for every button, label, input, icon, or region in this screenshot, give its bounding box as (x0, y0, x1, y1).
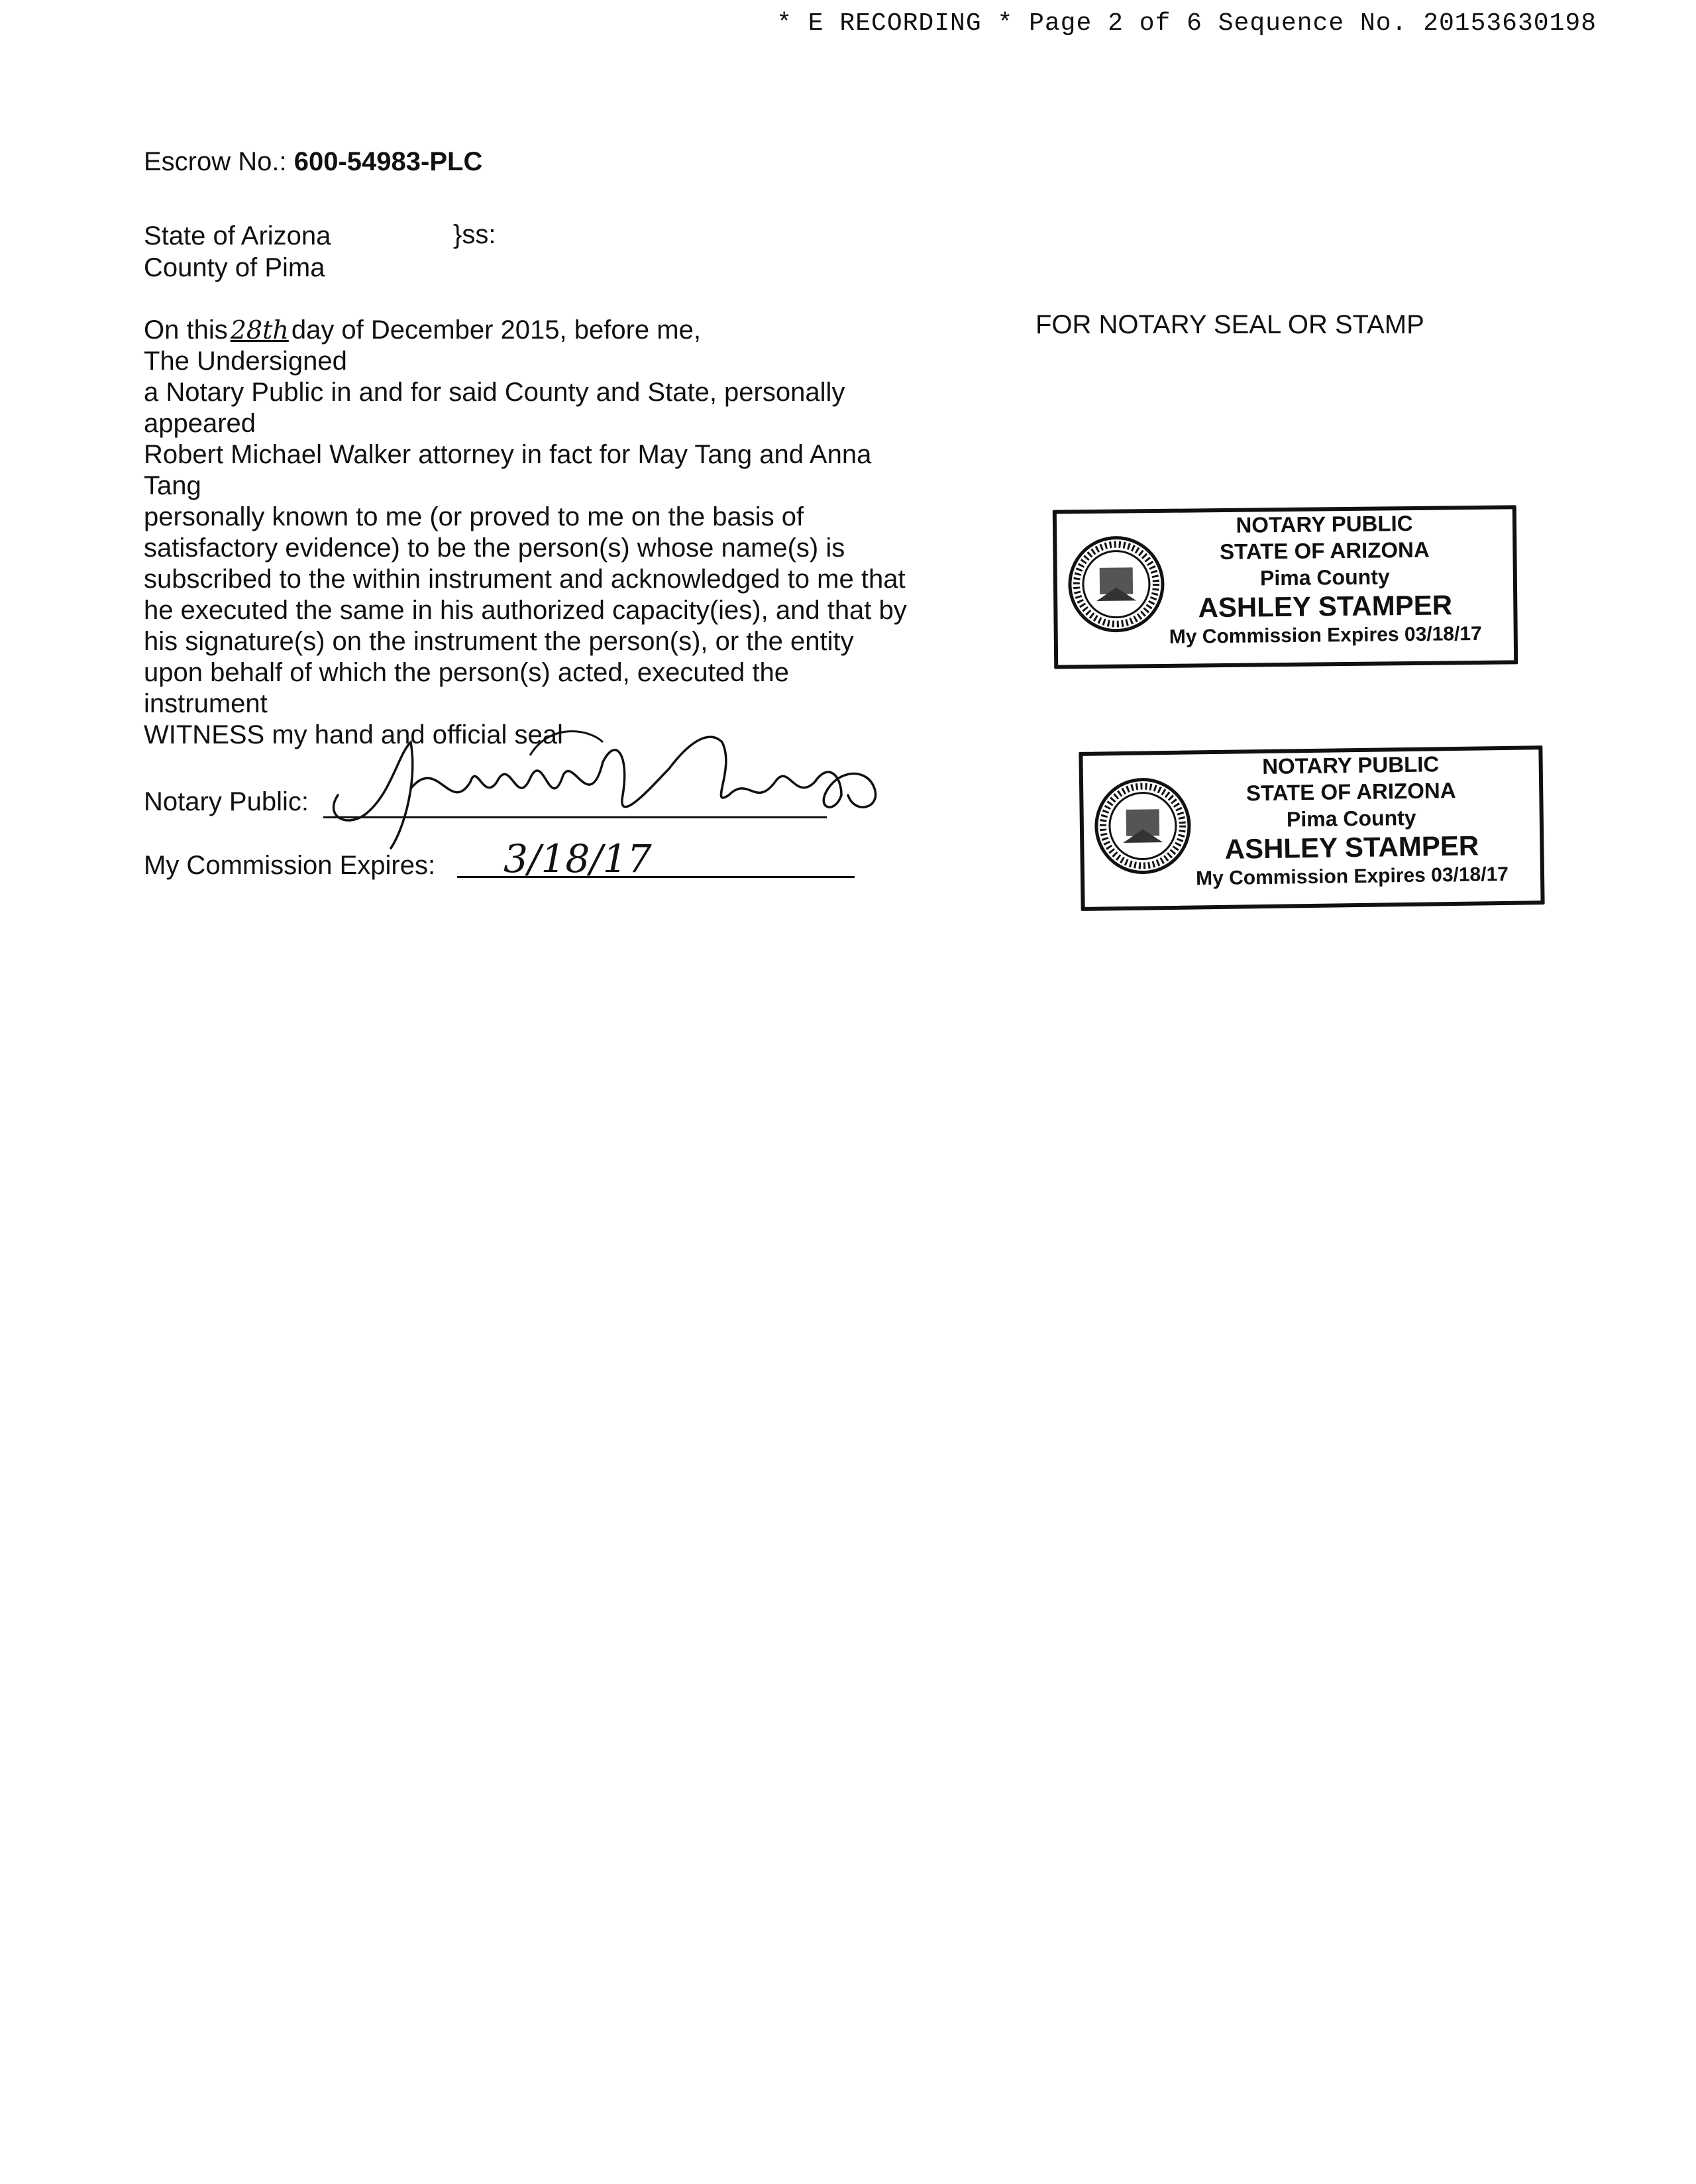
stamp-title: NOTARY PUBLIC (1236, 510, 1413, 537)
venue-ss: }ss: (453, 220, 496, 249)
on-this-text: On this (144, 315, 228, 345)
stamp-county: Pima County (1259, 565, 1390, 590)
escrow-line (144, 146, 482, 178)
acknowledgment-date-line (144, 314, 701, 346)
day-rest-text: day of December 2015, before me, (291, 315, 701, 345)
arizona-seal-icon (1066, 534, 1167, 635)
body-line: his signature(s) on the instrument the person(s), or the entity (144, 627, 854, 656)
venue-state: State of Arizona (144, 221, 331, 250)
venue-county: County of Pima (144, 253, 325, 282)
notary-public-label: Notary Public: (144, 787, 309, 816)
stamp-name: ASHLEY STAMPER (1198, 589, 1453, 624)
stamp-state: STATE OF ARIZONA (1219, 537, 1430, 565)
arizona-seal-icon (1092, 776, 1193, 877)
body-line: The Undersigned (144, 347, 347, 376)
body-line: Robert Michael Walker attorney in fact for May Tang and Anna (144, 440, 872, 469)
body-line: Tang (144, 471, 201, 500)
stamp-state: STATE OF ARIZONA (1246, 777, 1456, 806)
body-line: instrument (144, 689, 268, 718)
notary-signature-image (311, 716, 894, 855)
notary-stamp (1079, 745, 1544, 911)
seal-area-label: FOR NOTARY SEAL OR STAMP (1035, 310, 1424, 339)
body-line: a Notary Public in and for said County and State, personally (144, 378, 845, 407)
stamp-expires: My Commission Expires 03/18/17 (1195, 863, 1509, 890)
stamp-title: NOTARY PUBLIC (1261, 751, 1440, 779)
stamp-county: Pima County (1286, 805, 1416, 832)
stamp-name: ASHLEY STAMPER (1224, 830, 1479, 865)
body-line: subscribed to the within instrument and acknowledged to me that (144, 565, 906, 594)
stamp-expires: My Commission Expires 03/18/17 (1169, 622, 1482, 648)
body-line: appeared (144, 409, 256, 438)
escrow-label: Escrow No.: (144, 147, 287, 176)
body-line: satisfactory evidence) to be the person(s) whose name(s) is (144, 533, 845, 563)
recording-header: * E RECORDING * Page 2 of 6 Sequence No. 20153630198 (776, 9, 1597, 38)
body-line: WITNESS my hand and official seal (144, 720, 563, 749)
body-line: personally known to me (or proved to me on the basis of (144, 502, 804, 531)
acknowledgment-body (144, 346, 965, 751)
commission-label: My Commission Expires: (144, 851, 436, 880)
body-line: he executed the same in his authorized capacity(ies), and that by (144, 596, 907, 625)
body-line: upon behalf of which the person(s) acted, executed the (144, 658, 789, 687)
notary-stamp (1053, 505, 1518, 669)
handwritten-day: 28th (230, 315, 289, 345)
handwritten-expiry: 3/18/17 (504, 836, 652, 881)
escrow-number: 600-54983-PLC (293, 147, 483, 176)
